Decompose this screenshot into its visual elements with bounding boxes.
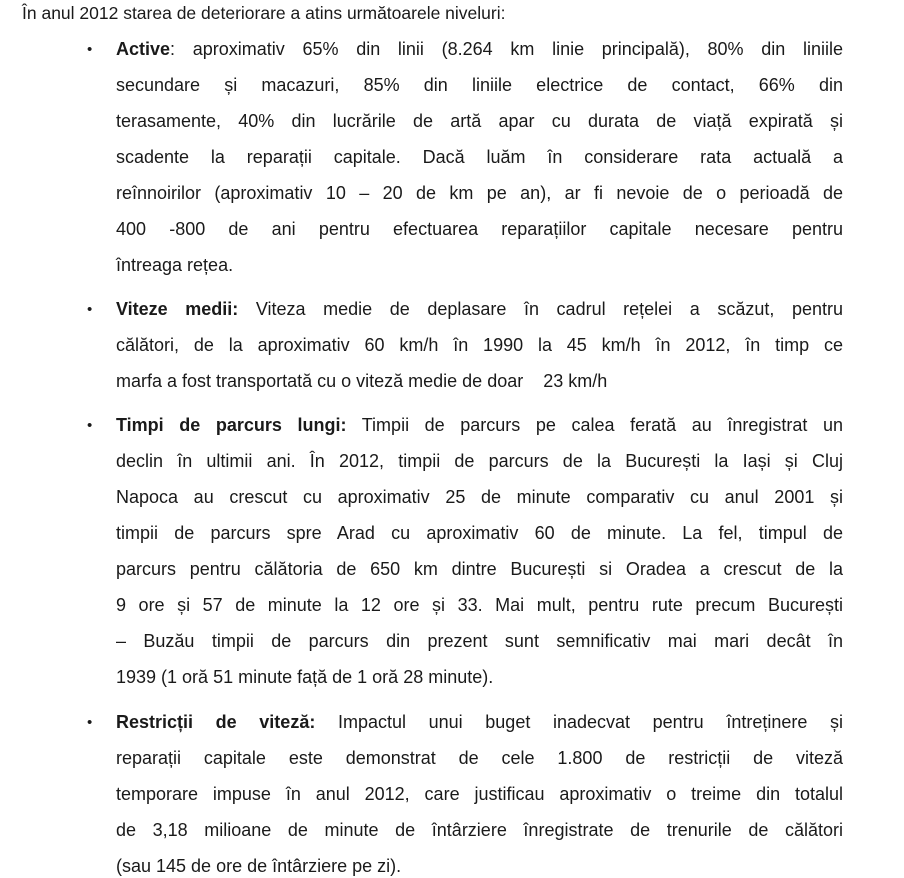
item-label: Active <box>116 39 171 59</box>
item-line: Napoca au crescut cu aproximativ 25 de minute comparativ cu anul 2001 și <box>116 487 843 507</box>
item-line: marfa a fost transportată cu o viteză medie de doar 23 km/h <box>116 371 608 391</box>
item-line: 9 ore și 57 de minute la 12 ore și 33. Mai mult, pentru rute precum București <box>116 595 843 615</box>
item-line: 1939 (1 oră 51 minute față de 1 oră 28 minute). <box>116 667 494 687</box>
item-line: scadente la reparații capitale. Dacă luăm în considerare rata actuală a <box>116 147 843 167</box>
item-line: 400 -800 de ani pentru efectuarea reparațiilor capitale necesare pentru <box>116 219 843 239</box>
item-line: temporare impuse în anul 2012, care justificau aproximativ o treime din totalul <box>116 784 843 804</box>
item-line: călători, de la aproximativ 60 km/h în 1990 la 45 km/h în 2012, în timp ce <box>116 335 843 355</box>
intro-paragraph: În anul 2012 starea de deteriorare a atins următoarele niveluri: <box>22 3 506 23</box>
item-line: întreaga rețea. <box>116 255 234 275</box>
item-line: reînnoirilor (aproximativ 10 – 20 de km pe an), ar fi nevoie de o perioadă de <box>116 183 843 203</box>
item-line: declin în ultimii ani. În 2012, timpii de parcurs de la București la Iași și Cluj <box>116 451 843 471</box>
item-line: de 3,18 milioane de minute de întârziere înregistrate de trenurile de călători <box>116 820 843 840</box>
item-line: Timpi de parcurs lungi: Timpii de parcurs pe calea ferată au înregistrat un <box>116 415 843 435</box>
item-line: (sau 145 de ore de întârziere pe zi). <box>116 856 402 876</box>
item-line: – Buzău timpii de parcurs din prezent sunt semnificativ mai mari decât în <box>116 631 843 651</box>
item-line: parcurs pentru călătoria de 650 km dintre București si Oradea a crescut de la <box>116 559 843 579</box>
item-line: Viteze medii: Viteza medie de deplasare în cadrul rețelei a scăzut, pentru <box>116 299 843 319</box>
item-line: reparații capitale este demonstrat de cele 1.800 de restricții de viteză <box>116 748 843 768</box>
item-label: Timpi de parcurs lungi: <box>116 415 347 435</box>
item-line: terasamente, 40% din lucrările de artă apar cu durata de viață expirată și <box>116 111 843 131</box>
bullet-icon: • <box>87 41 93 58</box>
item-label: Restricții de viteză: <box>116 712 316 732</box>
item-line: secundare și macazuri, 85% din liniile electrice de contact, 66% din <box>116 75 843 95</box>
item-line: Active: aproximativ 65% din linii (8.264 km linie principală), 80% din liniile <box>116 39 843 59</box>
item-line: timpii de parcurs spre Arad cu aproximativ 60 de minute. La fel, timpul de <box>116 523 843 543</box>
item-label: Viteze medii: <box>116 299 239 319</box>
bullet-icon: • <box>87 301 93 318</box>
bullet-icon: • <box>87 714 93 731</box>
item-line: Restricții de viteză: Impactul unui buget inadecvat pentru întreținere și <box>116 712 843 732</box>
bullet-icon: • <box>87 417 93 434</box>
